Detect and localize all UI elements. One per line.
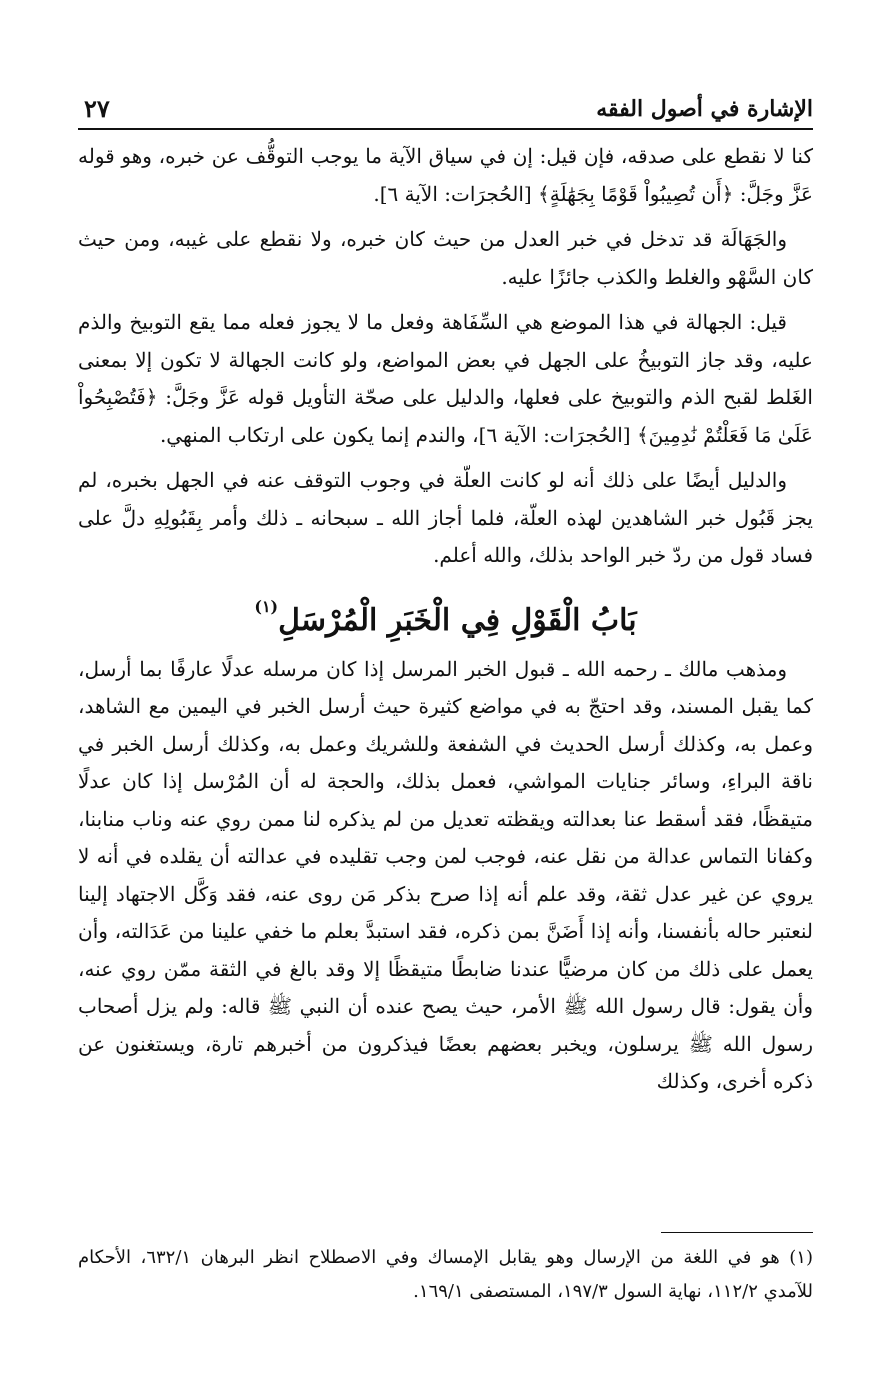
footnote-marker: (١) xyxy=(254,596,279,616)
paragraph-4: والدليل أيضًا على ذلك أنه لو كانت العلّة في وجوب التوقف عنه في الجهل بخبره، لم يجز قَبُول خبر الشاهدين لهذه العلّة، فلما أجاز الله ـ سبحانه ـ ذلك وأمر بِقَبُولِهِ دلَّ على فساد قول من ردّ خبر الواحد بذلك، والله أعلم. xyxy=(78,468,813,567)
page-number: ٢٧ xyxy=(84,94,110,123)
footnote-divider xyxy=(661,1232,813,1233)
chapter-paragraph: ومذهب مالك ـ رحمه الله ـ قبول الخبر المرسل إذا كان مرسله عدلًا عارفًا بما أرسل، كما يقبل المسند، وقد احتجّ به في مواضع كثيرة حيث أرسل الخبر في اليمين مع الشاهد، وعمل به، وكذلك أرسل الحديث في الشفعة وللشريك وعمل به، وكذلك أرسل الخبر في ناقة البراءِ، وسائر جنايات المواشي، فعمل بذلك، والحجة له أن المُرْسل إذا كان عدلًا متيقظًا، فقد أسقط عنا بعدالته ويقظته تعديل من لم يذكره لنا ممن روي عنه وناب منابنا، وكفانا التماس عدالة من نقل عنه، فوجب لمن وجب تقليده في عدالته أن يقلده في أنه لا يروي عن غير عدل ثقة، وقد علم أنه إذا صرح بذكر مَن روى عنه، فقد وَكَّل الاجتهاد إلينا لنعتبر حاله بأنفسنا، وأنه إذا أَضَنَّ بمن ذكره، فقد استبدَّ بعلم ما خفي علينا من عَدَالته، وأن يعمل على ذلك من كان مرضيًّا عندنا ضابطًا متيقظًا إلا وقد بالغ في الثقة ممّن روي عنه، وأن يقول: قال رسول الله ﷺ الأمر، حيث يصح عنده أن النبي ﷺ قاله: ولم يزل أصحاب رسول الله ﷺ يرسلون، ويخبر بعضهم بعضًا فيذكرون من أخبرهم تارة، ويستغنون عن ذكره أخرى، وكذلك xyxy=(78,656,813,1093)
paragraph-2: والجَهَالَة قد تدخل في خبر العدل من حيث كان خبره، ولا نقطع على غيبه، ومن حيث كان السَّهْو والغلط والكذب جائزًا عليه. xyxy=(78,227,813,289)
paragraph-3: قيل: الجهالة في هذا الموضع هي السِّفَاهة وفعل ما لا يجوز فعله مما يقع التوبيخ والذم عليه، وقد جاز التوبيخُ على الجهل في بعض المواضع، ولو كانت الجهالة لا تكون إلا بمعنى الغَلط لقبح الذم والتوبيخ على فعلها، والدليل على صحّة التأويل قوله عَزَّ وجَلَّ: ﴿فَتُصْبِحُواْ عَلَىٰ مَا فَعَلْتُمْ نَٰدِمِينَ﴾ [الحُجرَات: الآية ٦]، والندم إنما يكون على ارتكاب المنهي. xyxy=(78,310,813,447)
running-head xyxy=(78,88,813,130)
chapter-heading-text: بَابُ الْقَوْلِ فِي الْخَبَرِ الْمُرْسَلِ xyxy=(278,602,637,638)
book-title: الإشارة في أصول الفقه xyxy=(596,96,813,122)
footnote: (١) هو في اللغة من الإرسال وهو يقابل الإمساك وفي الاصطلاح انظر البرهان ٦٣٢/١، الأحكام للآمدي ١١٢/٢، نهاية السول ١٩٧/٣، المستصفى ١٦٩/١. xyxy=(78,1247,813,1302)
paragraph-1: كنا لا نقطع على صدقه، فإن قيل: إن في سياق الآية ما يوجب التوقُّف عن خبره، وهو قوله عَزَّ وجَلَّ: ﴿أَن تُصِيبُواْ قَوْمًا بِجَهَٰلَةٍ﴾ [الحُجرَات: الآية ٦]. xyxy=(78,144,813,206)
page-body xyxy=(78,138,813,1101)
chapter-heading xyxy=(78,583,813,645)
book-page xyxy=(78,88,813,1343)
